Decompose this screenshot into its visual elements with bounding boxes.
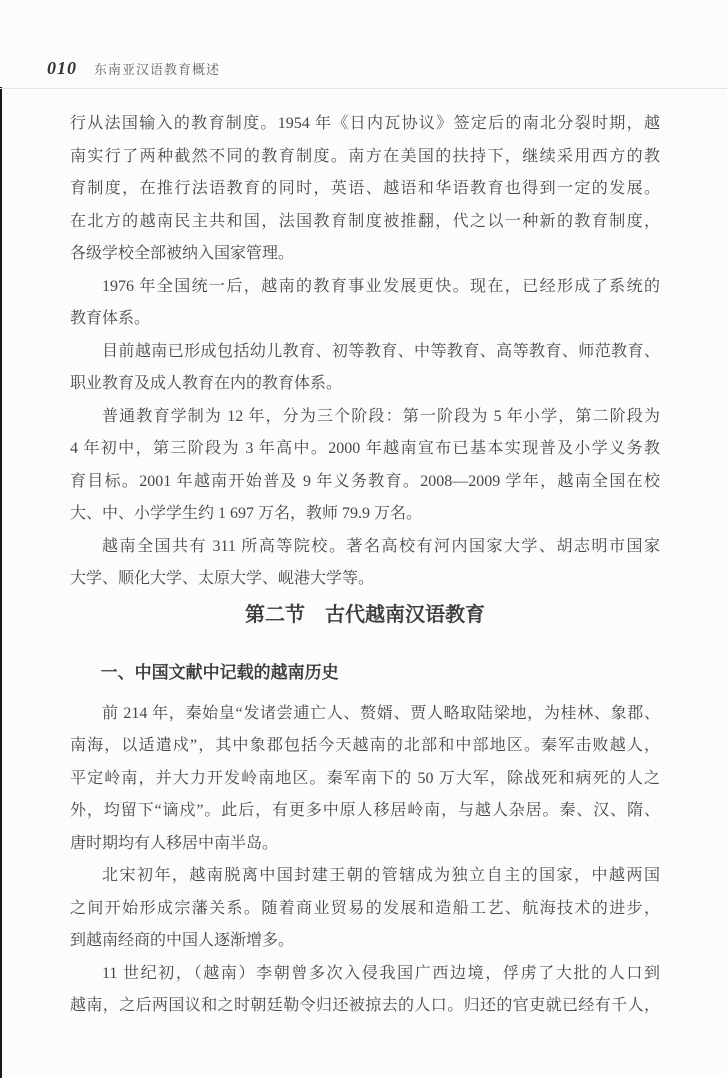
paragraph [70,108,660,271]
text-line: 大、中、小学学生约 1 697 万名，教师 79.9 万名。 [70,505,423,522]
text-line: 4 年初中，第三阶段为 3 年高中。2000 年越南宣布已基本实现普及小学义务教 [70,440,660,457]
text-line: 越南全国共有 311 所高等院校。著名高校有河内国家大学、胡志明市国家 [102,537,660,555]
body-top-paragraphs [70,108,660,596]
text-line: 到越南经商的中国人逐渐增多。 [70,932,295,949]
text-line: 北宋初年，越南脱离中国封建王朝的管辖成为独立自主的国家，中越两国 [102,867,660,884]
text-line: 南实行了两种截然不同的教育制度。南方在美国的扶持下，继续采用西方的教 [70,147,660,165]
text-line: 育目标。2001 年越南开始普及 9 年义务教育。2008—2009 学年，越南全国在校 [70,472,660,490]
text-line: 行从法国输入的教育制度。1954 年《日内瓦协议》签定后的南北分裂时期，越 [70,115,660,132]
paragraph [70,698,660,861]
scan-left-edge [0,87,2,1078]
subsection-heading: 一、中国文献中记载的越南历史 [100,662,339,682]
paragraph [70,958,660,1023]
text-line: 前 214 年，秦始皇“发诸尝逋亡人、赘婿、贾人略取陆梁地，为桂林、象郡、 [102,704,660,722]
text-line: 唐时期均有人移居中南半岛。 [70,834,279,852]
paragraph [70,531,660,596]
text-line: 外，均留下“谪戍”。此后，有更多中原人移居岭南，与越人杂居。秦、汉、隋、 [70,802,660,819]
text-line: 南海，以适遣戍”，其中象郡包括今天越南的北部和中部地区。秦军击败越人， [70,737,660,754]
text-line: 大学、顺化大学、太原大学、岘港大学等。 [70,570,375,587]
text-line: 11 世纪初，（越南）李朝曾多次入侵我国广西边境，俘虏了大批的人口到 [102,964,660,982]
text-line: 目前越南已形成包括幼儿教育、初等教育、中等教育、高等教育、师范教育、 [102,342,660,360]
text-line: 平定岭南，并大力开发岭南地区。秦军南下的 50 万大军，除战死和病死的人之 [70,769,660,787]
running-header [47,58,677,84]
page-body [70,108,660,1023]
page-number: 010 [47,58,77,78]
paragraph [70,401,660,531]
header-rule [0,88,727,89]
running-title: 东南亚汉语教育概述 [94,62,221,77]
text-line: 在北方的越南民主共和国，法国教育制度被推翻，代之以一种新的教育制度， [70,212,660,230]
text-line: 育制度，在推行法语教育的同时，英语、越语和华语教育也得到一定的发展。 [70,180,660,197]
paragraph [70,860,660,958]
paragraph [70,271,660,336]
body-bottom-paragraphs [70,698,660,1023]
text-line: 各级学校全部被纳入国家管理。 [70,245,295,262]
paragraph [70,336,660,401]
text-line: 普通教育学制为 12 年，分为三个阶段：第一阶段为 5 年小学，第二阶段为 [102,407,660,425]
text-line: 1976 年全国统一后，越南的教育事业发展更快。现在，已经形成了系统的 [102,277,660,295]
text-line: 之间开始形成宗藩关系。随着商业贸易的发展和造船工艺、航海技术的进步， [70,899,660,917]
text-line: 职业教育及成人教育在内的教育体系。 [70,375,343,392]
text-line: 越南，之后两国议和之时朝廷勒令归还被掠去的人口。归还的官吏就已经有千人， [70,997,660,1014]
text-line: 教育体系。 [70,310,151,327]
section-heading: 第二节 古代越南汉语教育 [245,603,485,626]
